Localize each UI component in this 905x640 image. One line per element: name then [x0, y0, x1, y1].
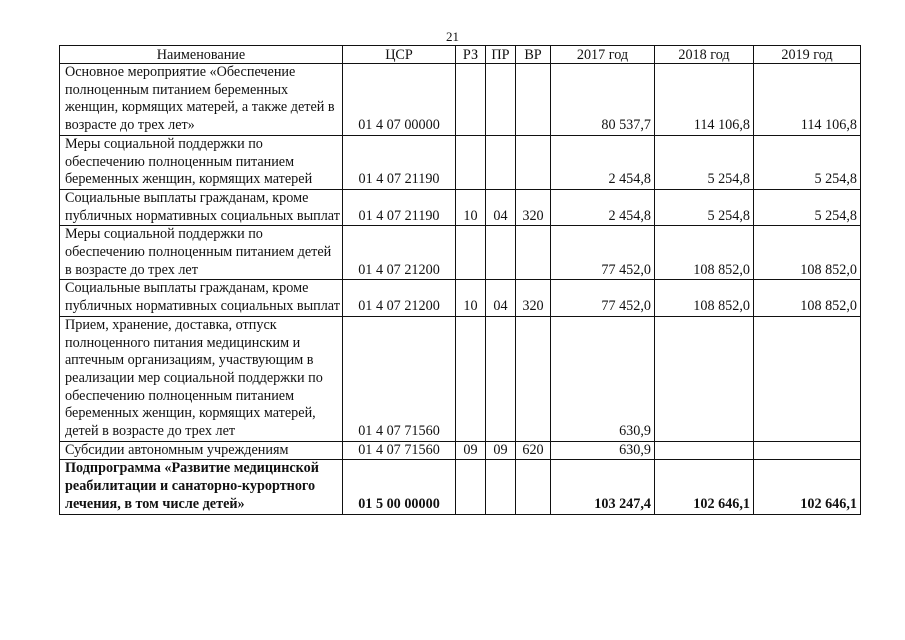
cell-name: Основное мероприятие «Обеспечение полноценным питанием беременных женщин, кормящих матерей, а также детей в возрасте до трех лет» [60, 64, 343, 136]
cell-2018: 108 852,0 [655, 226, 754, 280]
budget-table [59, 45, 861, 515]
page-number: 21 [446, 29, 459, 44]
cell-name: Подпрограмма «Развитие медицинской реабилитации и санаторно-курортного лечения, в том числе детей» [60, 460, 343, 514]
cell-2018 [655, 316, 754, 441]
cell-pr [486, 316, 516, 441]
cell-pr: 09 [486, 441, 516, 460]
cell-rz: 10 [456, 280, 486, 316]
cell-vr: 320 [516, 189, 551, 225]
cell-rz [456, 135, 486, 189]
cell-csr: 01 4 07 00000 [343, 64, 456, 136]
cell-name: Меры социальной поддержки по обеспечению полноценным питанием детей в возрасте до трех лет [60, 226, 343, 280]
cell-csr: 01 4 07 21200 [343, 226, 456, 280]
cell-vr [516, 64, 551, 136]
table-row [60, 135, 861, 189]
cell-2019 [754, 316, 861, 441]
cell-2018: 5 254,8 [655, 189, 754, 225]
cell-vr [516, 226, 551, 280]
header-name: Наименование [60, 46, 343, 64]
table-row [60, 189, 861, 225]
cell-2019: 108 852,0 [754, 226, 861, 280]
table-header-row [60, 46, 861, 64]
header-vr: ВР [516, 46, 551, 64]
cell-2019 [754, 441, 861, 460]
cell-2019: 102 646,1 [754, 460, 861, 514]
cell-2019: 114 106,8 [754, 64, 861, 136]
table-row [60, 316, 861, 441]
cell-2018: 114 106,8 [655, 64, 754, 136]
cell-pr: 04 [486, 280, 516, 316]
cell-pr [486, 226, 516, 280]
cell-name: Социальные выплаты гражданам, кроме публичных нормативных социальных выплат [60, 280, 343, 316]
cell-name: Прием, хранение, доставка, отпуск полноценного питания медицинским и аптечным организациям, участвующим в реализации мер социальной поддержки по обеспечению полноценным питанием беременных женщин, кормящих матерей, детей в возрасте до трех лет [60, 316, 343, 441]
cell-vr [516, 460, 551, 514]
cell-2019: 5 254,8 [754, 189, 861, 225]
table-row [60, 460, 861, 514]
cell-rz [456, 316, 486, 441]
cell-2018: 5 254,8 [655, 135, 754, 189]
cell-csr: 01 4 07 71560 [343, 316, 456, 441]
cell-vr [516, 316, 551, 441]
header-rz: РЗ [456, 46, 486, 64]
table-row [60, 64, 861, 136]
cell-rz: 09 [456, 441, 486, 460]
cell-rz [456, 460, 486, 514]
table-row [60, 441, 861, 460]
cell-vr: 620 [516, 441, 551, 460]
cell-pr [486, 135, 516, 189]
cell-csr: 01 4 07 21190 [343, 189, 456, 225]
cell-name: Субсидии автономным учреждениям [60, 441, 343, 460]
cell-csr: 01 4 07 21200 [343, 280, 456, 316]
cell-csr: 01 5 00 00000 [343, 460, 456, 514]
cell-2018 [655, 441, 754, 460]
header-2018: 2018 год [655, 46, 754, 64]
cell-2019: 108 852,0 [754, 280, 861, 316]
cell-2017: 77 452,0 [551, 280, 655, 316]
cell-2018: 102 646,1 [655, 460, 754, 514]
cell-pr [486, 460, 516, 514]
cell-pr: 04 [486, 189, 516, 225]
cell-csr: 01 4 07 21190 [343, 135, 456, 189]
header-csr: ЦСР [343, 46, 456, 64]
cell-2018: 108 852,0 [655, 280, 754, 316]
cell-2017: 630,9 [551, 316, 655, 441]
cell-rz [456, 64, 486, 136]
cell-vr: 320 [516, 280, 551, 316]
cell-2017: 2 454,8 [551, 135, 655, 189]
table-row [60, 226, 861, 280]
header-pr: ПР [486, 46, 516, 64]
cell-2019: 5 254,8 [754, 135, 861, 189]
cell-rz [456, 226, 486, 280]
cell-2017: 630,9 [551, 441, 655, 460]
cell-vr [516, 135, 551, 189]
cell-pr [486, 64, 516, 136]
cell-rz: 10 [456, 189, 486, 225]
cell-2017: 80 537,7 [551, 64, 655, 136]
cell-csr: 01 4 07 71560 [343, 441, 456, 460]
cell-2017: 2 454,8 [551, 189, 655, 225]
table-row [60, 280, 861, 316]
cell-2017: 77 452,0 [551, 226, 655, 280]
header-2019: 2019 год [754, 46, 861, 64]
cell-name: Социальные выплаты гражданам, кроме публичных нормативных социальных выплат [60, 189, 343, 225]
cell-2017: 103 247,4 [551, 460, 655, 514]
cell-name: Меры социальной поддержки по обеспечению полноценным питанием беременных женщин, кормящих матерей [60, 135, 343, 189]
header-2017: 2017 год [551, 46, 655, 64]
